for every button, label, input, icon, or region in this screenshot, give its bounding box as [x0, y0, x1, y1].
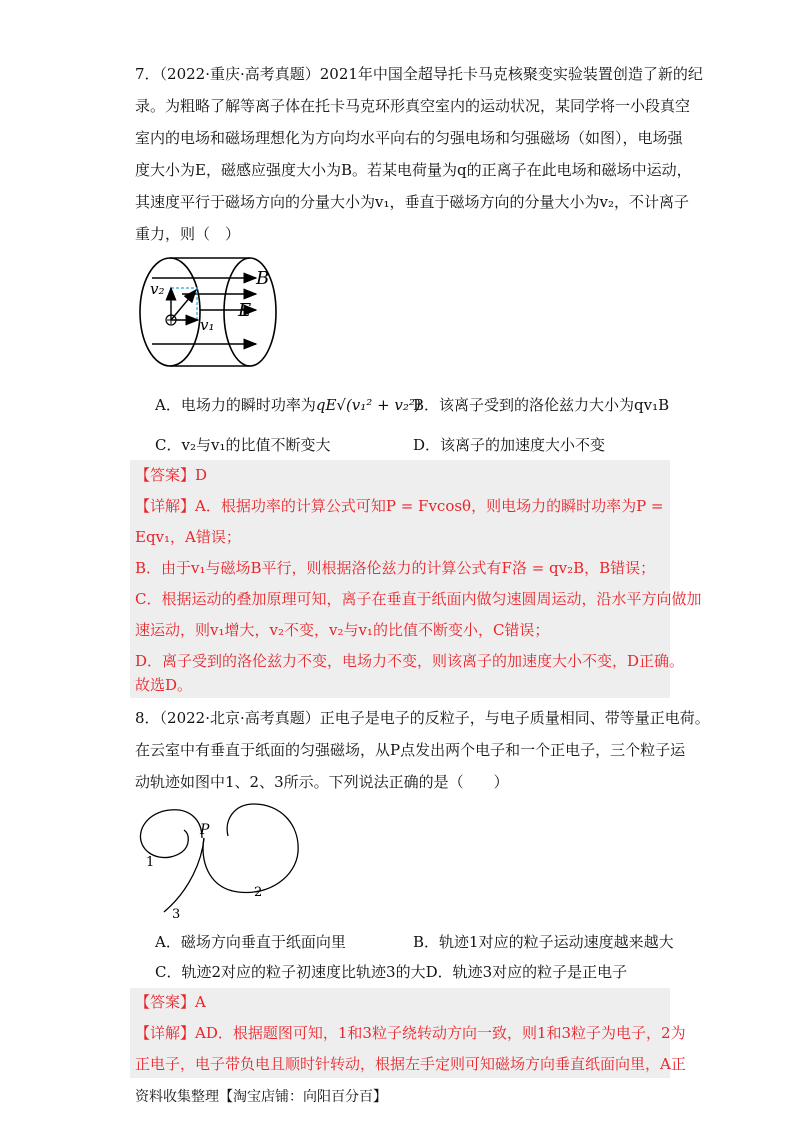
q8-figure-trajectories [130, 800, 310, 920]
cylinder-left-end [140, 258, 200, 366]
q8-line-1: 8．（2022·北京·高考真题）正电子是电子的反粒子，与电子质量相同、带等量正电荷。 [135, 709, 710, 727]
q8-option-a[interactable]: A．磁场方向垂直于纸面向里 [155, 933, 346, 951]
q7-line-3: 室内的电场和磁场理想化为方向均水平向右的匀强电场和匀强磁场（如图），电场强 [135, 129, 683, 147]
trajectory-2 [203, 804, 298, 893]
q7-answer: 【答案】D [135, 466, 208, 484]
q7-line-4: 度大小为E，磁感应强度大小为B。若某电荷量为q的正离子在此电场和磁场中运动， [135, 161, 692, 179]
q7-option-b[interactable]: B．该离子受到的洛伦兹力大小为qv₁B [413, 396, 670, 414]
q7-line-6: 重力，则（ ） [135, 225, 241, 243]
label-2: 2 [254, 885, 263, 900]
q7-detail-6: D．离子受到的洛伦兹力不变，电场力不变，则该离子的加速度大小不变，D正确。 [135, 652, 685, 670]
q8-answer: 【答案】A [135, 993, 206, 1011]
trajectory-3 [164, 838, 204, 912]
q7-option-d[interactable]: D．该离子的加速度大小不变 [413, 436, 606, 454]
q7-option-a-text: A．电场力的瞬时功率为 [155, 396, 316, 414]
q8-option-cd[interactable]: C．轨迹2对应的粒子初速度比轨迹3的大D．轨迹3对应的粒子是正电子 [155, 963, 628, 981]
q8-detail-1: 【详解】AD．根据题图可知，1和3粒子绕转动方向一致，则1和3粒子为电子，2为 [135, 1024, 686, 1042]
q7-line-2: 录。为粗略了解等离子体在托卡马克环形真空室内的运动状况，某同学将一小段真空 [135, 97, 691, 115]
label-v2: v₂ [150, 280, 165, 298]
q7-detail-4: C．根据运动的叠加原理可知，离子在垂直于纸面内做匀速圆周运动，沿水平方向做加 [135, 590, 702, 608]
q7-detail-7: 故选D。 [135, 676, 193, 694]
footer-source: 资料收集整理【淘宝店铺：向阳百分百】 [135, 1089, 387, 1105]
q8-option-b[interactable]: B．轨迹1对应的粒子运动速度越来越大 [413, 933, 674, 951]
label-P: P [200, 822, 210, 838]
q7-line-5: 其速度平行于磁场方向的分量大小为v₁，垂直于磁场方向的分量大小为v₂，不计离子 [135, 193, 689, 211]
q7-detail-3: B．由于v₁与磁场B平行，则根据洛伦兹力的计算公式有F洛 = qv₂B，B错误； [135, 559, 656, 577]
q7-detail-2: Eqv₁，A错误； [135, 528, 241, 546]
q7-option-a-formula: qE√(v₁² + v₂²) [315, 396, 421, 414]
label-1: 1 [146, 855, 155, 870]
q7-line-1: 7．（2022·重庆·高考真题）2021年中国全超导托卡马克核聚变实验装置创造了新的纪 [135, 65, 703, 83]
q7-detail-5: 速运动，则v₁增大，v₂不变，v₂与v₁的比值不断变小，C错误； [135, 621, 550, 639]
q8-line-2: 在云室中有垂直于纸面的匀强磁场，从P点发出两个电子和一个正电子，三个粒子运 [135, 741, 686, 759]
label-v1: v₁ [200, 316, 215, 334]
label-B: B [256, 268, 270, 289]
q7-option-c[interactable]: C．v₂与v₁的比值不断变大 [155, 436, 331, 454]
q7-detail-1: 【详解】A．根据功率的计算公式可知P = Fvcosθ，则电场力的瞬时功率为P = [135, 497, 664, 515]
trajectory-1 [140, 810, 202, 858]
label-E: E [238, 300, 252, 321]
q7-figure-cylinder [130, 250, 290, 374]
q7-option-a[interactable] [155, 395, 421, 415]
q8-line-3: 动轨迹如图中1、2、3所示。下列说法正确的是（ ） [135, 773, 509, 791]
label-3: 3 [172, 907, 181, 920]
q8-detail-2: 正电子，电子带负电且顺时针转动，根据左手定则可知磁场方向垂直纸面向里，A正 [135, 1055, 686, 1073]
